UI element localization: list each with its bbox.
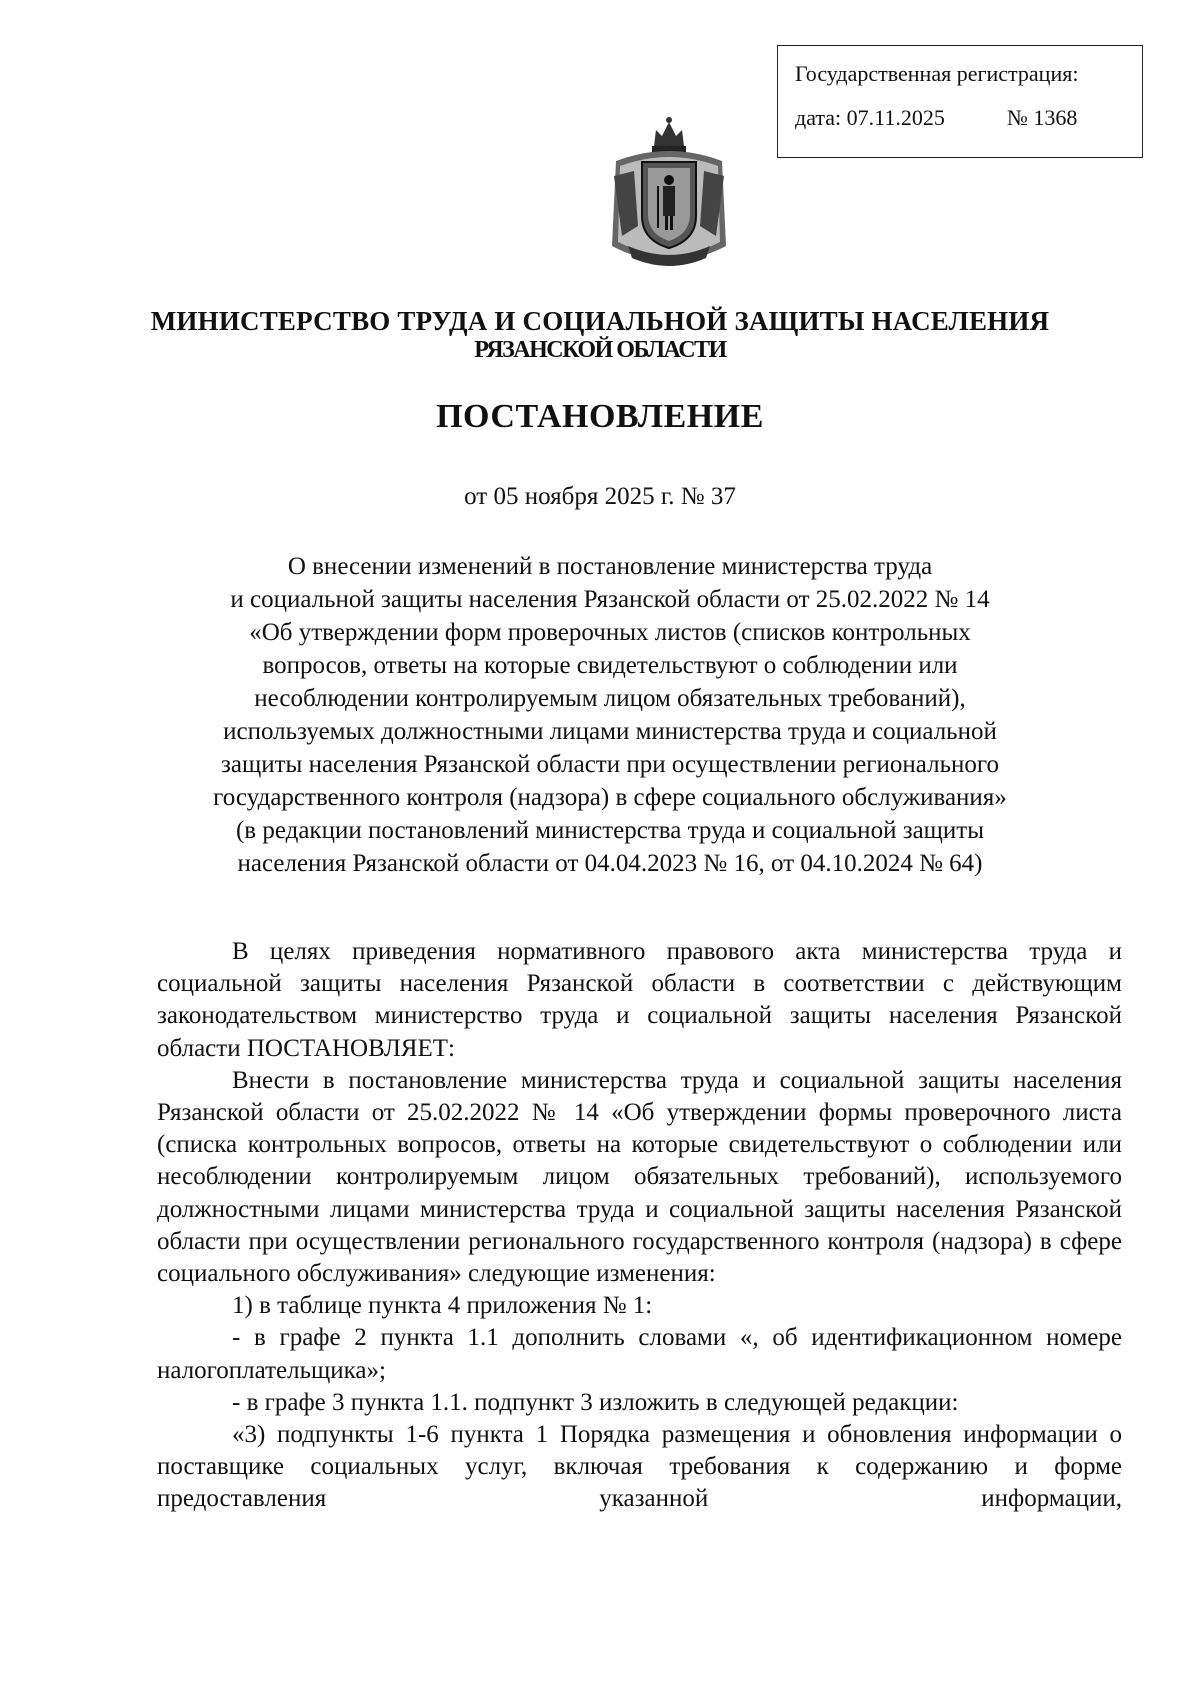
document-type: ПОСТАНОВЛЕНИЕ [436, 398, 764, 435]
subject-line: несоблюдении контролируемым лицом обязательных требований), [254, 685, 966, 712]
document-date: от 05 ноября 2025 г. № 37 [464, 483, 736, 510]
subject-line: государственного контроля (надзора) в сфере социального обслуживания» [213, 784, 1007, 811]
subject-line: вопросов, ответы на которые свидетельствуют о соблюдении или [262, 652, 958, 679]
document-body [157, 936, 1122, 1516]
subject-line: населения Рязанской области от 04.04.2023 № 16, от 04.10.2024 № 64) [237, 850, 983, 877]
document-subject [190, 550, 1030, 880]
subject-line: (в редакции постановлений министерства труда и социальной защиты [235, 817, 985, 844]
registration-details [795, 105, 1142, 131]
subject-line: и социальной защиты населения Рязанской области от 25.02.2022 № 14 [230, 586, 990, 613]
subject-line: защиты населения Рязанской области при осуществлении регионального [221, 751, 999, 778]
subject-line: «Об утверждении форм проверочных листов (списков контрольных [249, 619, 971, 646]
body-paragraph: В целях приведения нормативного правового акта министерства труда и социальной защиты населения Рязанской области в соответствии с действующим законодательством министерство труда и социальной защиты населения Рязанской области ПОСТАНОВЛЯЕТ: [157, 938, 1122, 1062]
body-paragraph: «3) подпункты 1-6 пункта 1 Порядка размещения и обновления информации о поставщике социальных услуг, включая требования к содержанию и форме предоставления указанной информации, [157, 1421, 1122, 1513]
registration-number: № 1368 [1006, 105, 1078, 130]
body-paragraph: Внести в постановление министерства труда и социальной защиты населения Рязанской области от 25.02.2022 № 14 «Об утверждении формы проверочного листа (списка контрольных вопросов, ответы на которые свидетельствуют о соблюдении или несоблюдении контролируемым лицом обязательных требований), используемого должностными лицами министерства труда и социальной защиты населения Рязанской области при осуществлении регионального государственного контроля (надзора) в сфере социального обслуживания» следующие изменения: [157, 1066, 1122, 1288]
registration-stamp [777, 45, 1143, 158]
ryazan-coat-of-arms-icon [606, 116, 732, 278]
ministry-name-line2: РЯЗАНСКОЙ ОБЛАСТИ [474, 337, 726, 363]
subject-line: используемых должностными лицами министерства труда и социальной [223, 718, 997, 745]
subject-line: О внесении изменений в постановление министерства труда [287, 553, 933, 580]
body-paragraph: - в графе 2 пункта 1.1 дополнить словами «, об идентификационном номере налогоплательщика»; [157, 1324, 1122, 1384]
body-paragraph: - в графе 3 пункта 1.1. подпункт 3 изложить в следующей редакции: [232, 1388, 959, 1416]
registration-title: Государственная регистрация: [795, 61, 1079, 86]
registration-date: дата: 07.11.2025 [795, 105, 945, 130]
ministry-name-line1: МИНИСТЕРСТВО ТРУДА И СОЦИАЛЬНОЙ ЗАЩИТЫ НАСЕЛЕНИЯ [150, 306, 1050, 336]
body-paragraph: 1) в таблице пункта 4 приложения № 1: [232, 1292, 653, 1320]
